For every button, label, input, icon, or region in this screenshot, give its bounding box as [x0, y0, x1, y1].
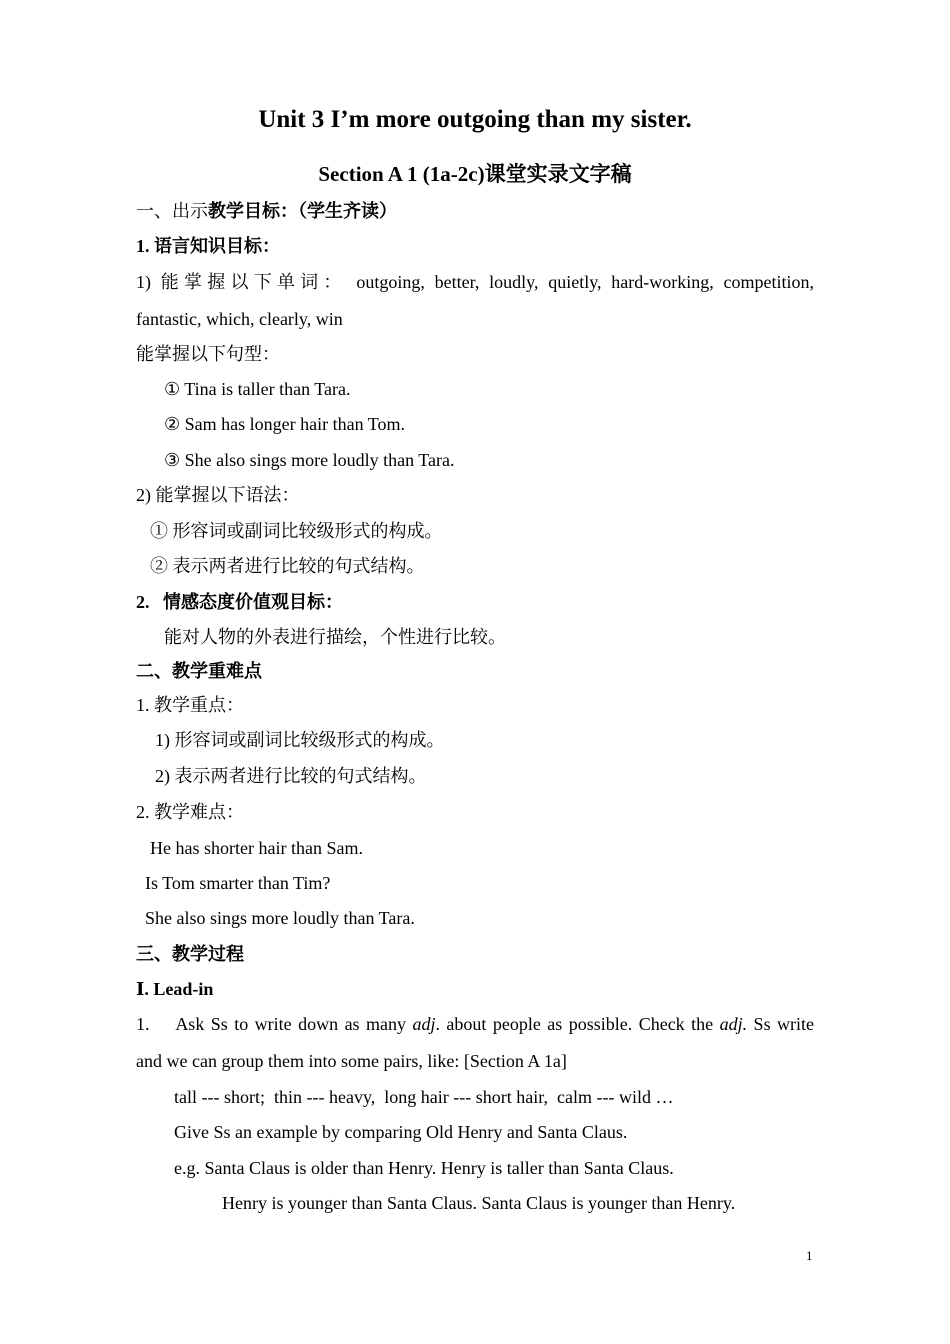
page-number: 1: [806, 1248, 813, 1263]
grammar-item: ① 形容词或副词比较级形式的构成。: [150, 521, 443, 541]
sentence-item: ① Tina is taller than Tara.: [164, 379, 351, 399]
teaching-goals-heading: [136, 199, 397, 223]
sentence-item: ② Sam has longer hair than Tom.: [164, 414, 406, 434]
heading-text: 教学目标：（学生齐读）: [208, 201, 397, 221]
difficult-point-item: He has shorter hair than Sam.: [150, 838, 363, 858]
adj-term: adj: [412, 1014, 436, 1034]
section-subtitle: Section A 1 (1a-2c)课堂实录文字稿: [318, 162, 632, 186]
step1-line-1: [136, 1012, 814, 1036]
step1-text-b: . about people as possible. Check the: [435, 1014, 720, 1034]
attitude-goal-text: 能对人物的外表进行描绘，个性进行比较。: [164, 627, 506, 647]
sentence-item: ③ She also sings more loudly than Tara.: [164, 450, 455, 470]
grammar-item: ② 表示两者进行比较的句式结构。: [150, 556, 425, 576]
adj-term: adj.: [719, 1014, 748, 1034]
adjective-pairs: tall --- short; thin --- heavy, long hair --- short hair, calm --- wild …: [174, 1087, 674, 1107]
step-number: 1.: [136, 1014, 150, 1034]
page-title: Unit 3 I’m more outgoing than my sister.: [258, 106, 692, 133]
step1-text-a: Ask Ss to write down as many: [175, 1014, 413, 1034]
example-sentence: e.g. Santa Claus is older than Henry. Henry is taller than Santa Claus.: [174, 1158, 674, 1178]
step1-line-2: and we can group them into some pairs, like: [Section A 1a]: [136, 1051, 567, 1071]
difficult-point-item: She also sings more loudly than Tara.: [145, 908, 415, 928]
key-point-item: 2) 表示两者进行比较的句式结构。: [155, 766, 427, 786]
grammar-intro: 2) 能掌握以下语法：: [136, 485, 300, 505]
lead-in-heading: Ⅰ. Lead-in: [136, 979, 214, 999]
vocab-line-1: 1) 能掌握以下单词： outgoing, better, loudly, quietly, hard-working, competition,: [136, 272, 814, 292]
teaching-process-heading: 三、教学过程: [136, 944, 244, 964]
attitude-goal-heading: 2. 情感态度价值观目标：: [136, 592, 343, 612]
difficult-point-item: Is Tom smarter than Tim?: [145, 873, 331, 893]
difficult-points-heading: 2. 教学难点：: [136, 802, 244, 822]
language-goal-heading: 1. 语言知识目标：: [136, 236, 280, 256]
key-point-item: 1) 形容词或副词比较级形式的构成。: [155, 730, 445, 750]
example-intro: Give Ss an example by comparing Old Henry and Santa Claus.: [174, 1122, 628, 1142]
key-difficult-points-heading: 二、教学重难点: [136, 661, 262, 681]
vocab-line-2: fantastic, which, clearly, win: [136, 309, 343, 329]
step1-text-c: Ss write: [747, 1014, 815, 1034]
example-sentence: Henry is younger than Santa Claus. Santa Claus is younger than Henry.: [222, 1193, 736, 1213]
key-points-heading: 1. 教学重点：: [136, 695, 244, 715]
heading-prefix: 一、出示: [136, 201, 208, 221]
sentence-patterns-intro: 能掌握以下句型：: [136, 344, 280, 364]
